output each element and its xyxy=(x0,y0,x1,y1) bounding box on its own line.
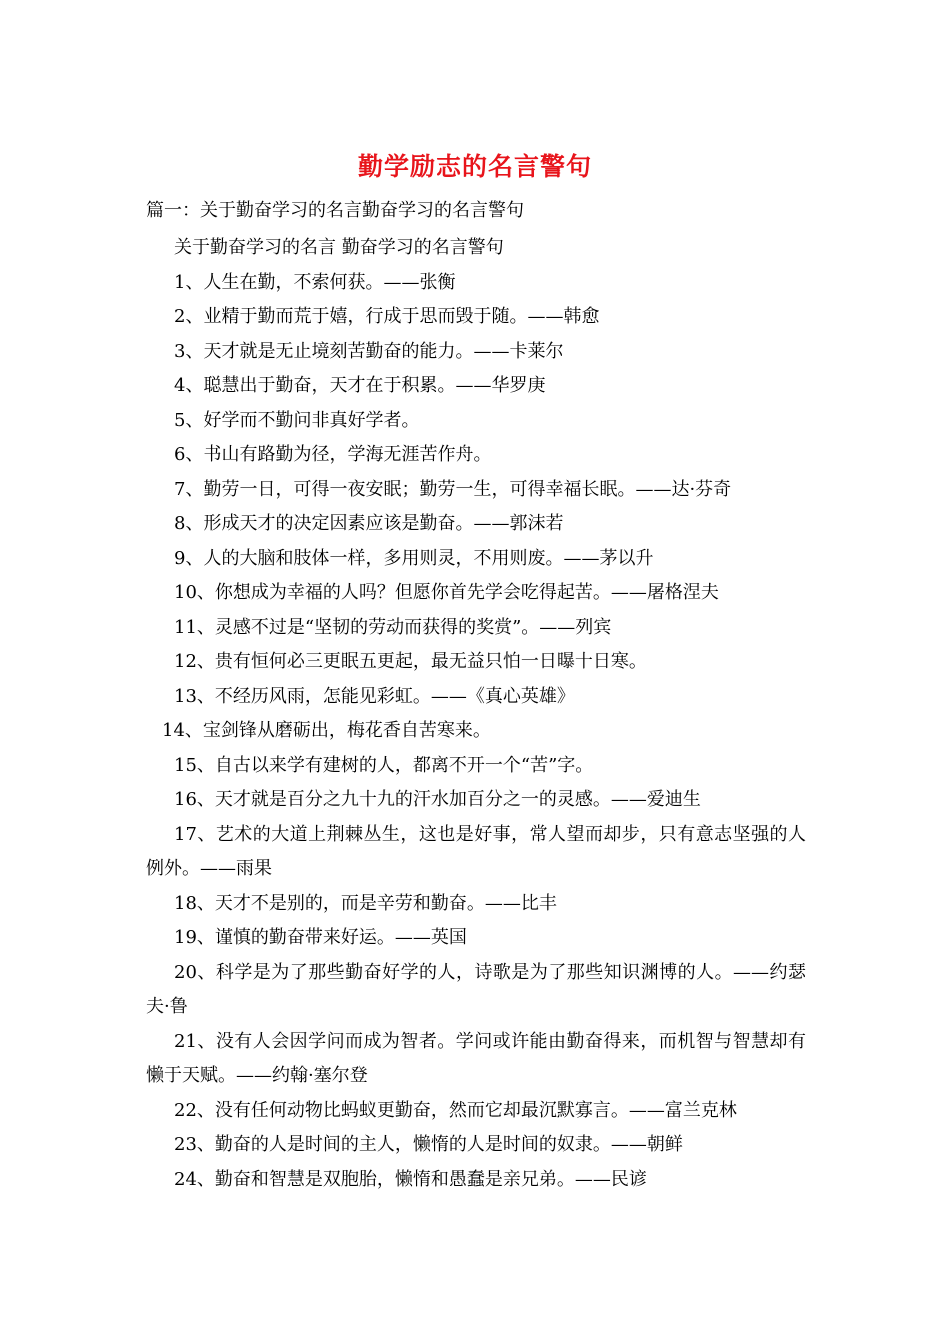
document-body xyxy=(146,231,806,1197)
quote-item: 18、天才不是别的，而是辛劳和勤奋。——比丰 xyxy=(174,892,557,914)
quote-item: 5、好学而不勤问非真好学者。 xyxy=(174,409,420,431)
quote-item: 15、自古以来学有建树的人，都离不开一个“苦”字。 xyxy=(174,754,594,776)
quote-item: 11、灵感不过是“坚韧的劳动而获得的奖赏”。——列宾 xyxy=(174,616,612,638)
quote-item: 19、谨慎的勤奋带来好运。——英国 xyxy=(174,927,467,948)
quote-item: 6、书山有路勤为径，学海无涯苦作舟。 xyxy=(174,444,492,465)
quote-item: 9、人的大脑和肢体一样，多用则灵，不用则废。——茅以升 xyxy=(174,547,654,569)
quote-item: 2、业精于勤而荒于嬉，行成于思而毁于随。——韩愈 xyxy=(174,306,600,327)
quote-item: 1、人生在勤，不索何获。——张衡 xyxy=(174,271,456,293)
quote-item: 12、贵有恒何必三更眠五更起，最无益只怕一日曝十日寒。 xyxy=(174,651,647,672)
subheading: 关于勤奋学习的名言 勤奋学习的名言警句 xyxy=(174,237,504,258)
quote-item: 13、不经历风雨，怎能见彩虹。——《真心英雄》 xyxy=(174,685,575,707)
quote-item: 22、没有任何动物比蚂蚁更勤奋，然而它却最沉默寡言。——富兰克林 xyxy=(174,1099,737,1121)
quote-item: 17、艺术的大道上荆棘丛生，这也是好事，常人望而却步，只有意志坚强的人例外。——雨果 xyxy=(146,823,806,879)
quote-item: 3、天才就是无止境刻苦勤奋的能力。——卡莱尔 xyxy=(174,340,564,362)
quote-item: 4、聪慧出于勤奋，天才在于积累。——华罗庚 xyxy=(174,375,546,396)
quote-item: 7、勤劳一日，可得一夜安眠；勤劳一生，可得幸福长眠。——达·芬奇 xyxy=(174,478,732,500)
quote-item: 16、天才就是百分之九十九的汗水加百分之一的灵感。——爱迪生 xyxy=(174,789,701,810)
quote-item: 14、宝剑锋从磨砺出，梅花香自苦寒来。 xyxy=(162,720,491,741)
quote-item: 24、勤奋和智慧是双胞胎，懒惰和愚蠢是亲兄弟。——民谚 xyxy=(174,1168,647,1190)
quote-item: 23、勤奋的人是时间的主人，懒惰的人是时间的奴隶。——朝鲜 xyxy=(174,1134,683,1155)
quote-item: 21、没有人会因学问而成为智者。学问或许能由勤奋得来，而机智与智慧却有懒于天赋。——约翰·塞尔登 xyxy=(146,1030,806,1086)
quote-item: 8、形成天才的决定因素应该是勤奋。——郭沫若 xyxy=(174,513,564,534)
quote-item: 10、你想成为幸福的人吗？但愿你首先学会吃得起苦。——屠格涅夫 xyxy=(174,582,719,603)
section-heading: 篇一：关于勤奋学习的名言勤奋学习的名言警句 xyxy=(146,200,524,221)
quote-item: 20、科学是为了那些勤奋好学的人，诗歌是为了那些知识渊博的人。——约瑟夫·鲁 xyxy=(146,961,806,1017)
document-title: 勤学励志的名言警句 xyxy=(357,152,592,181)
